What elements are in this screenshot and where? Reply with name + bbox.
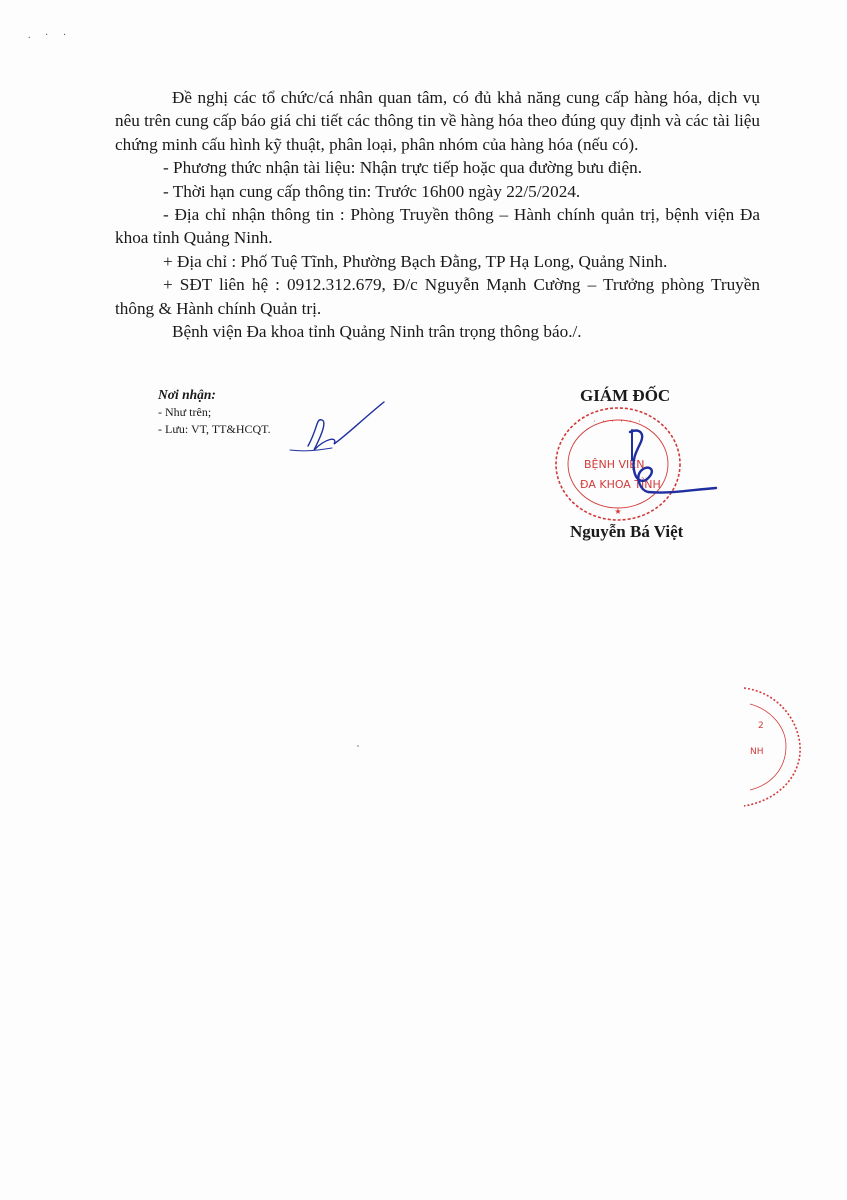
scan-specks: . · ·: [28, 30, 73, 41]
seal-line-2: ĐA KHOA TỈNH: [580, 478, 661, 491]
signer-position: GIÁM ĐỐC: [580, 386, 671, 405]
svg-text:★: ★: [614, 507, 622, 516]
address-detail-line: + Địa chỉ : Phố Tuệ Tĩnh, Phường Bạch Đằng, TP Hạ Long, Quảng Ninh.: [163, 251, 668, 271]
recipients-title: Nơi nhận:: [158, 387, 216, 402]
scan-dot: [357, 745, 359, 747]
deadline-line: - Thời hạn cung cấp thông tin: Trước 16h00 ngày 22/5/2024.: [163, 181, 581, 201]
seal-line-1: BỆNH VIỆN: [584, 458, 645, 471]
svg-text:2: 2: [758, 721, 764, 731]
signer-name: Nguyễn Bá Việt: [570, 522, 684, 541]
request-paragraph: Đề nghị các tổ chức/cá nhân quan tâm, có đủ khả năng cung cấp hàng hóa, dịch vụ nêu trên cung cấp báo giá chi tiết các thông tin về hàng hóa theo đúng quy định và các tài liệu chứng minh cấu hình kỹ thuật, phân loại, phân nhóm của hàng hóa (nếu có).: [115, 88, 760, 154]
recipient-item: - Như trên;: [158, 405, 212, 419]
svg-text:NH: NH: [750, 747, 764, 757]
initials-mark: [288, 398, 388, 458]
svg-text:· · · · · ·: · · · · · ·: [593, 417, 643, 426]
director-signature: [610, 420, 720, 510]
closing-line: Bệnh viện Đa khoa tỉnh Quảng Ninh trân trọng thông báo./.: [172, 322, 582, 342]
recipients-block: [158, 386, 271, 438]
edge-seal-fragment: [736, 682, 806, 812]
recipient-item: - Lưu: VT, TT&HCQT.: [158, 422, 271, 436]
phone-contact-paragraph: + SĐT liên hệ : 0912.312.679, Đ/c Nguyễn Mạnh Cường – Trưởng phòng Truyền thông & Hành chính Quản trị.: [115, 275, 760, 318]
notice-body: [115, 86, 760, 343]
signature-block: [520, 380, 750, 550]
address-receive-paragraph: - Địa chỉ nhận thông tin : Phòng Truyền thông – Hành chính quản trị, bệnh viện Đa khoa tỉnh Quảng Ninh.: [115, 205, 760, 248]
receive-method-line: - Phương thức nhận tài liệu: Nhận trực tiếp hoặc qua đường bưu điện.: [163, 158, 643, 178]
